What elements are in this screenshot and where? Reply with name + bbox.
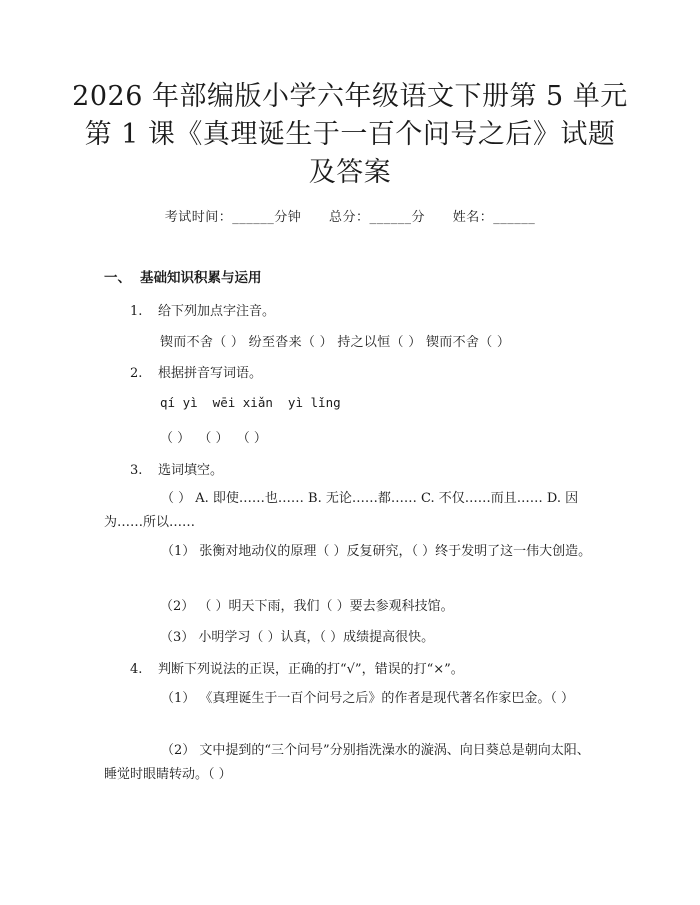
question-4-prompt (130, 658, 464, 677)
question-text: 选词填空。 (158, 463, 224, 478)
question-number: 1. (130, 304, 143, 319)
question-2-prompt (130, 362, 262, 381)
title-line-3: 及答案 (308, 157, 392, 188)
section-number: 一、 (104, 270, 131, 286)
exam-meta-line: 考试时间：______分钟 总分：______分 姓名：______ (164, 210, 536, 225)
question-3-sentence-2: （2） （ ）明天下雨，我们（ ）要去参观科技馆。 (160, 599, 454, 614)
question-3-options: （ ） A. 即使……也…… B. 无论……都…… C. 不仅……而且…… D. 因为……所以…… (104, 491, 579, 530)
question-text: 根据拼音写词语。 (158, 366, 263, 381)
pinyin-line: qí yì wēi xiǎn yì lǐng (160, 395, 341, 410)
question-text: 判断下列说法的正误，正确的打“√”，错误的打“×”。 (158, 662, 464, 677)
question-number: 4. (130, 662, 143, 677)
question-number: 2. (130, 366, 143, 381)
section-heading (104, 266, 262, 286)
question-1-prompt (130, 300, 275, 319)
question-number: 3. (130, 463, 143, 478)
question-1-items: 锲而不舍（ ） 纷至沓来（ ） 持之以恒（ ） 锲而不舍（ ） (160, 335, 511, 350)
title-line-2: 第 1 课《真理诞生于一百个问号之后》试题 (84, 119, 616, 150)
question-text: 给下列加点字注音。 (158, 304, 276, 319)
question-4-statement-1: （1） 《真理诞生于一百个问号之后》的作者是现代著名作家巴金。（ ） (161, 691, 575, 706)
title-line-1: 2026 年部编版小学六年级语文下册第 5 单元 (72, 81, 628, 112)
section-title: 基础知识积累与运用 (140, 270, 262, 286)
document-title (0, 78, 700, 192)
question-3-prompt (130, 459, 223, 478)
question-3-sentence-3: （3） 小明学习（ ）认真，（ ）成绩提高很快。 (160, 630, 435, 645)
question-4-statement-2: （2） 文中提到的“三个问号”分别指洗澡水的漩涡、向日葵总是朝向太阳、睡觉时眼睛转动。（ ） (104, 743, 590, 782)
answer-blanks: （ ） （ ） （ ） (160, 431, 267, 446)
question-3-sentence-1: （1） 张衡对地动仪的原理（ ）反复研究，（ ）终于发明了这一伟大创造。 (161, 544, 592, 559)
